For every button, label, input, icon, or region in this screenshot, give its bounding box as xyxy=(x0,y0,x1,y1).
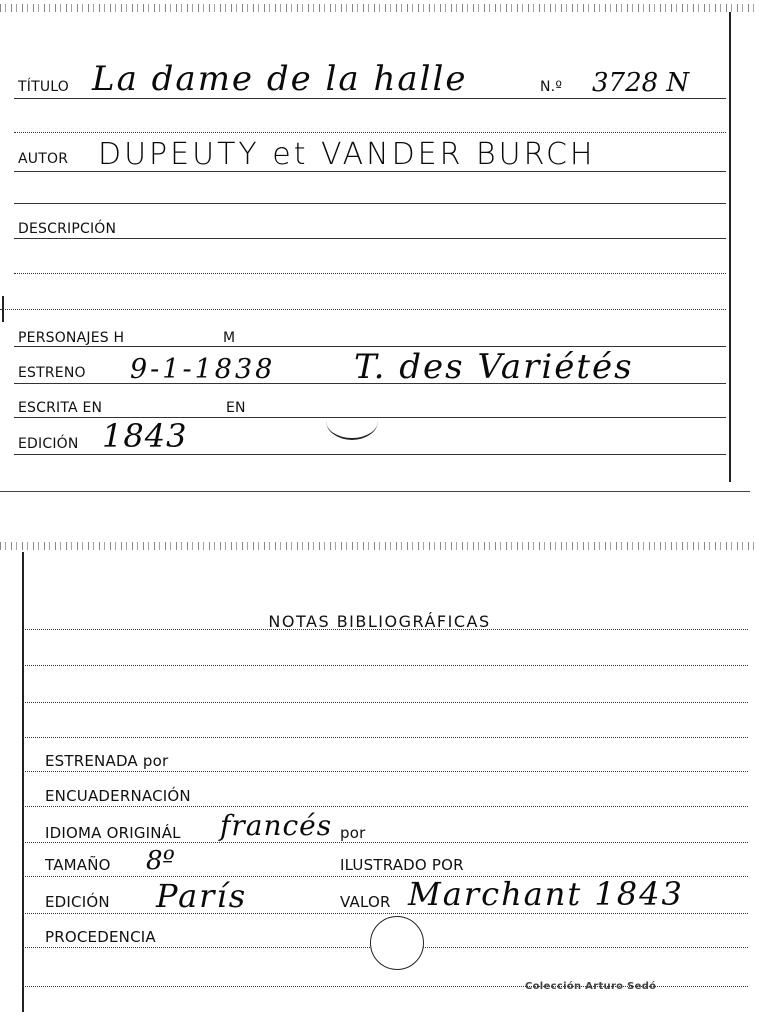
rule-line xyxy=(22,702,748,703)
autor-line xyxy=(14,171,726,172)
rule-line xyxy=(14,273,726,274)
rule-line xyxy=(22,629,748,630)
estreno-teatro-value: T. des Variétés xyxy=(354,347,634,387)
tamano-label: TAMAÑO xyxy=(45,856,111,874)
valor-value: Marchant 1843 xyxy=(408,875,684,913)
rule-line xyxy=(14,203,726,204)
rule-line xyxy=(22,737,748,738)
estreno-fecha-value: 9-1-1838 xyxy=(130,354,276,385)
edicion-back-label: EDICIÓN xyxy=(45,893,110,911)
card-right-border xyxy=(729,12,731,482)
escrita-en-label: ESCRITA EN xyxy=(18,400,103,416)
card-top-edge xyxy=(0,542,759,550)
estrenada-por-label: ESTRENADA por xyxy=(45,752,169,770)
card-bottom-edge xyxy=(0,491,750,492)
idioma-original-label: IDIOMA ORIGINÁL xyxy=(45,824,181,842)
ilustrado-por-label: ILUSTRADO POR xyxy=(340,856,464,874)
punch-hole xyxy=(370,916,424,970)
rule-line xyxy=(22,913,748,914)
card-notch xyxy=(2,296,4,322)
edicion-value: 1843 xyxy=(102,417,188,455)
card-top-edge xyxy=(0,4,759,12)
personajes-h-label: PERSONAJES H xyxy=(18,330,125,346)
rule-line xyxy=(22,665,748,666)
rule-line xyxy=(22,842,748,843)
edicion-label: EDICIÓN xyxy=(18,436,79,452)
descripcion-line xyxy=(14,238,726,239)
edicion-back-value: París xyxy=(156,877,248,915)
personajes-m-label: M xyxy=(223,330,236,346)
rule-line xyxy=(22,986,748,987)
rule-line xyxy=(14,132,726,133)
notas-bibliograficas-heading: NOTAS BIBLIOGRÁFICAS xyxy=(268,612,491,631)
rule-line xyxy=(22,771,748,772)
numero-label: N.º xyxy=(540,79,563,95)
numero-value: 3728 N xyxy=(592,68,690,98)
rule-line xyxy=(22,806,748,807)
autor-label: AUTOR xyxy=(18,151,69,167)
idioma-original-value: francés xyxy=(220,809,333,842)
edicion-line xyxy=(14,454,726,455)
valor-label: VALOR xyxy=(340,893,391,911)
catalog-card-back xyxy=(0,540,759,1028)
encuadernacion-label: ENCUADERNACIÓN xyxy=(45,787,191,805)
estreno-label: ESTRENO xyxy=(18,365,86,381)
idioma-por-label: por xyxy=(340,824,366,842)
titulo-value: La dame de la halle xyxy=(92,59,468,99)
rule-line xyxy=(0,309,726,310)
autor-value: DUPEUTY et VANDER BURCH xyxy=(98,137,596,172)
titulo-line xyxy=(14,98,726,99)
titulo-label: TÍTULO xyxy=(18,79,69,95)
punch-hole xyxy=(326,402,378,440)
coleccion-credit: Colección Arturo Sedó xyxy=(525,981,657,992)
descripcion-label: DESCRIPCIÓN xyxy=(18,221,117,237)
estreno-line xyxy=(14,383,726,384)
catalog-card-front xyxy=(0,0,759,500)
procedencia-label: PROCEDENCIA xyxy=(45,928,156,946)
tamano-value: 8º xyxy=(146,846,175,876)
en-label: EN xyxy=(226,400,246,416)
